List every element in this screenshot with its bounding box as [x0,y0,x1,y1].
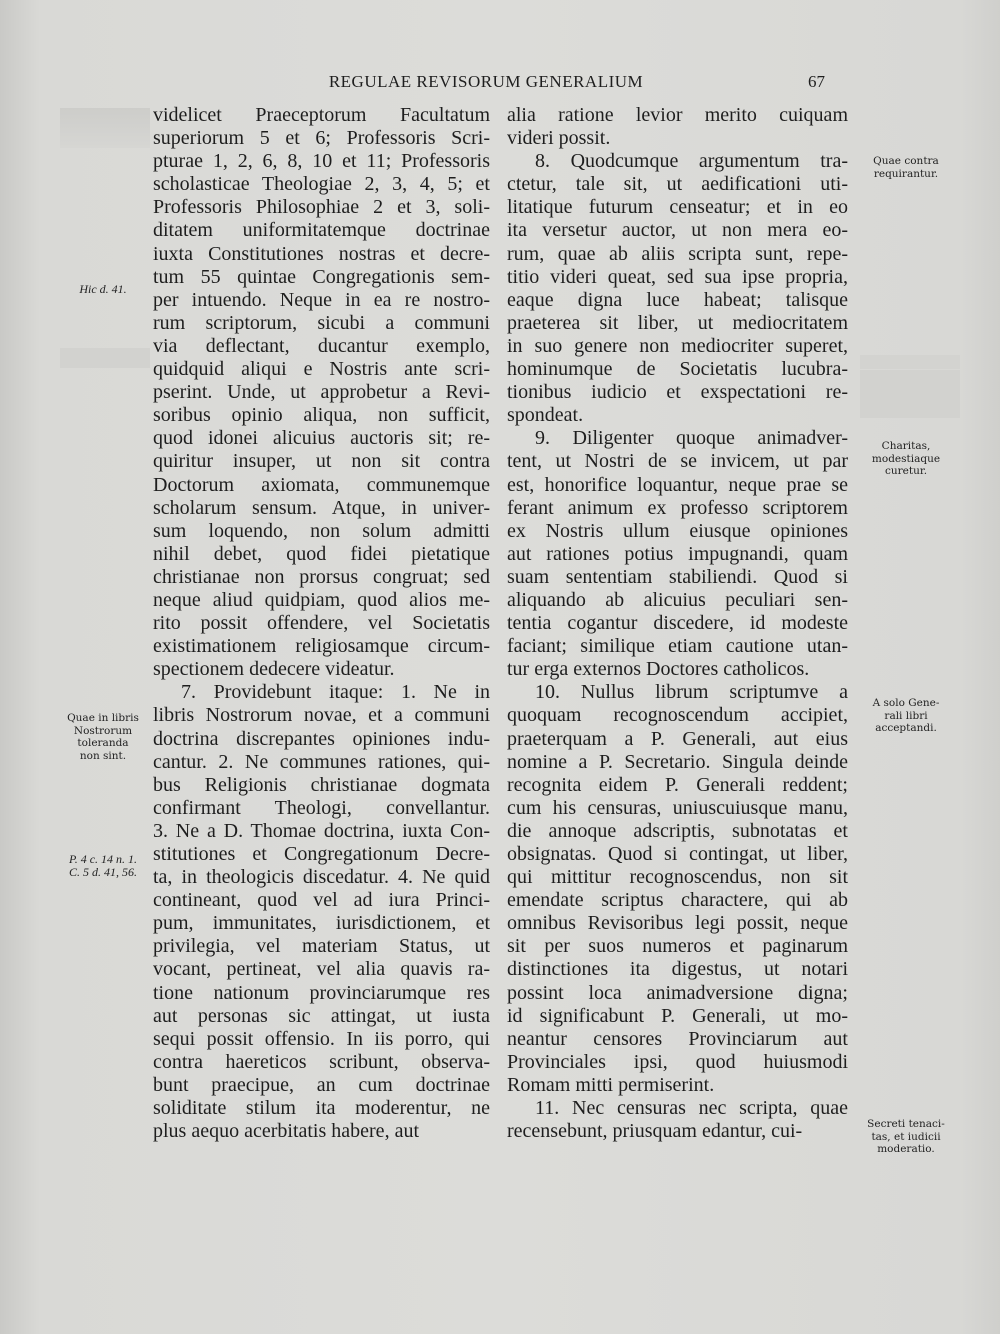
text-line: scholasticae Theologiae 2, 3, 4, 5; et [153,173,490,196]
text-line: faciant; similique etiam cautione utan- [507,635,848,658]
text-line: tione nationum provinciarumque res [153,981,490,1004]
text-line: hominumque de Societatis lucubra- [507,358,848,381]
text-line: pserint. Unde, ut approbetur a Revi- [153,381,490,404]
text-line: videlicet Praeceptorum Facultatum [153,104,490,126]
margin-note-a-solo [852,697,960,735]
margin-note-charitas [852,440,960,478]
text-line: soliditate stilum ita moderentur, ne [153,1097,490,1120]
text-line: 3. Ne a D. Thomae doctrina, iuxta Con- [153,819,490,842]
text-line: superiorum 5 et 6; Professoris Scri- [153,127,490,150]
text-line: nihil debet, quod fidei pietatique [153,542,490,565]
text-line: 9. Diligenter quoque animadver- [535,427,848,450]
text-line: quoquam recognoscendum accipiet, [507,704,848,727]
text-line: libris Nostrorum novae, et a communi [153,704,490,727]
left-text-column [153,104,490,1143]
text-line: neantur censores Provinciarum aut [507,1027,848,1050]
text-line: emendate scriptus charactere, qui ab [507,889,848,912]
text-line: videri possit. [507,127,611,150]
margin-note-quae-in-libris [50,712,156,762]
text-line: confirmant Theologi, convellantur. [153,796,490,819]
text-line: distinctiones ita digestus, ut notari [507,958,848,981]
text-line: spondeat. [507,404,584,427]
text-line: id significabunt P. Generali, ut mo- [507,1004,848,1027]
margin-note-line: Quae contra [873,155,939,167]
text-line: sit per suos numeros et paginarum [507,935,848,958]
text-line: est, honorifice loquantur, neque prae se [507,473,848,496]
text-line: die annoque adscriptis, subnotatas et [507,819,848,842]
text-line: Doctorum axiomata, communemque [153,473,490,496]
margin-note-line: Nostrorum [73,724,133,737]
text-line: praeterquam a P. Generali, aut eius [507,727,848,750]
margin-note-line: P. 4 c. 14 n. 1. [68,852,138,866]
text-line: alia ratione levior merito cuiquam [507,104,848,126]
running-title: REGULAE REVISORUM GENERALIUM [328,72,644,91]
text-line: possint loca animadversione digna; [507,981,848,1004]
text-line: sum loquendo, non solum admitti [153,519,490,542]
text-line: quidquid aliqui e Nostris ante scri- [153,358,490,381]
text-line: iuxta Constitutiones nostras et decre- [153,242,490,265]
text-line: 11. Nec censuras nec scripta, quae [535,1097,848,1120]
text-line: bus Religionis christianae dogmata [153,773,490,796]
text-line: sequi possit offensio. In iis porro, qui [153,1027,490,1050]
text-line: bunt praecipue, an cum doctrinae [153,1073,490,1096]
margin-note-line: modestiaque [871,452,941,465]
margin-note-line: rali libri [884,709,928,722]
text-line: contra haereticos scribunt, observa- [153,1050,490,1073]
bleed-through-mark [860,355,960,369]
margin-note-refs [50,853,156,878]
text-line: neque aliud quidpiam, quod alios me- [153,588,490,611]
text-line: praeterea sit liber, ut mediocritatem [507,311,848,334]
text-line: ctetur, tale sit, ut aedificationi uti- [507,173,848,196]
margin-note-line: A solo Gene- [872,697,940,709]
text-line: aliquando ab alicuius peculiari sen- [507,588,848,611]
page-number: 67 [808,72,825,91]
text-line: scholarum sensum. Atque, in univer- [153,496,490,519]
text-line: tionibus iudicio et exspectationi re- [507,381,848,404]
text-line: stitutiones et Congregationum Decre- [153,843,490,865]
text-line: 8. Quodcumque argumentum tra- [535,150,848,173]
text-line: cantur. 2. Ne communes rationes, qui- [153,750,490,773]
right-text-column [507,104,848,1143]
text-line: pum, immunitates, iurisdictionem, et [153,912,490,935]
text-line: doctrina discrepantes opiniones indu- [153,727,490,750]
bleed-through-mark [60,348,150,368]
margin-note-quae-contra [852,155,960,180]
text-line: ditatem uniformitatemque doctrinae [153,219,490,242]
margin-note-line: Charitas, [881,440,931,452]
text-line: omnibus Revisoribus legi possit, neque [507,912,848,935]
text-line: privilegia, vel materiam Status, ut [153,935,490,958]
margin-note-line: non sint. [79,749,127,762]
text-line: rito possit offendere, vel Societatis [153,612,490,635]
margin-note-line: Secreti tenaci- [867,1118,945,1130]
text-line: quiritur insuper, ut non sit contra [153,450,490,473]
text-line: aut personas sic attingat, ut iusta [153,1004,490,1027]
text-line: 10. Nullus librum scriptumve a [535,681,848,704]
text-line: recognita eidem P. Generali reddent; [507,773,848,796]
text-line: aut rationes potius impugnandi, quam [507,542,848,565]
text-line: rum scriptorum, sicubi a communi [153,311,490,334]
text-line: cum his censuras, uniuscuiusque manu, [507,796,848,819]
text-line: vocant, pertineat, vel alia quavis ra- [153,958,490,981]
text-line: spectionem dedecere videatur. [153,658,395,681]
text-line: existimationem religiosamque circum- [153,635,490,658]
text-line: Provinciales ipsi, quod huiusmodi [507,1050,848,1073]
text-line: tentia cogantur discedere, id modeste [507,612,848,635]
margin-note-hic: Hic d. 41. [79,282,127,296]
text-line: via deflectant, ducantur exemplo, [153,334,490,357]
text-line: christianae non prorsus congruat; sed [153,565,490,588]
text-line: qui mittitur recognoscendus, non sit [507,866,848,889]
text-line: ferant animum ex professo scriptorem [507,496,848,519]
margin-note-line: tas, et iudicii [871,1130,941,1143]
text-line: tum 55 quintae Congregationis sem- [153,265,490,288]
text-line: recensebunt, priusquam edantur, cui- [507,1120,803,1143]
margin-note-line: C. 5 d. 41, 56. [68,864,137,879]
text-line: Professoris Philosophiae 2 et 3, soli- [153,196,490,219]
text-line: tent, ut Nostri de se invicem, ut par [507,450,848,473]
text-line: litatique futurum censeatur; et in eo [507,196,848,219]
text-line: ex Nostris ullum eiusque opiniones [507,519,848,542]
text-line: in suo genere non mediocriter superet, [507,334,848,357]
margin-note-line: moderatio. [877,1143,935,1155]
text-line: soribus opinio aliqua, non sufficit, [153,404,490,427]
text-line: contineant, quod vel ad iura Princi- [153,889,490,912]
text-line: 7. Providebunt itaque: 1. Ne in [181,681,490,704]
margin-note-line: requirantur. [873,167,939,180]
text-line: obsignatas. Quod si contingat, ut liber, [507,843,848,865]
text-line: ita versetur auctor, ut non mera eo- [507,219,848,242]
text-line: titio videri queat, sed sua ipse propria, [507,265,848,288]
text-line: ta, in theologicis discedatur. 4. Ne quid [153,866,490,889]
text-line: plus aequo acerbitatis habere, aut [153,1120,419,1143]
text-line: Romam mitti permiserint. [507,1073,715,1096]
text-line: per intuendo. Neque in ea re nostro- [153,288,490,311]
text-line: nomine a P. Secretario. Singula deinde [507,750,848,773]
bleed-through-mark [60,108,150,148]
margin-note-line: curetur. [884,465,928,477]
margin-note-line: Quae in libris [67,712,139,724]
text-line: pturae 1, 2, 6, 8, 10 et 11; Professoris [153,150,490,173]
bleed-through-mark [860,370,960,418]
text-line: rum, quae ab aliis scripta sunt, repe- [507,242,848,265]
margin-note-line: toleranda [77,737,129,749]
margin-note-secreti [852,1118,960,1156]
text-line: quod idonei alicuius auctoris sit; re- [153,427,490,450]
margin-note-line: acceptandi. [875,722,937,734]
text-line: suam sententiam stabiliendi. Quod si [507,565,848,588]
text-line: tur erga externos Doctores catholicos. [507,658,810,681]
text-line: eaque digna luce habeat; talisque [507,288,848,311]
